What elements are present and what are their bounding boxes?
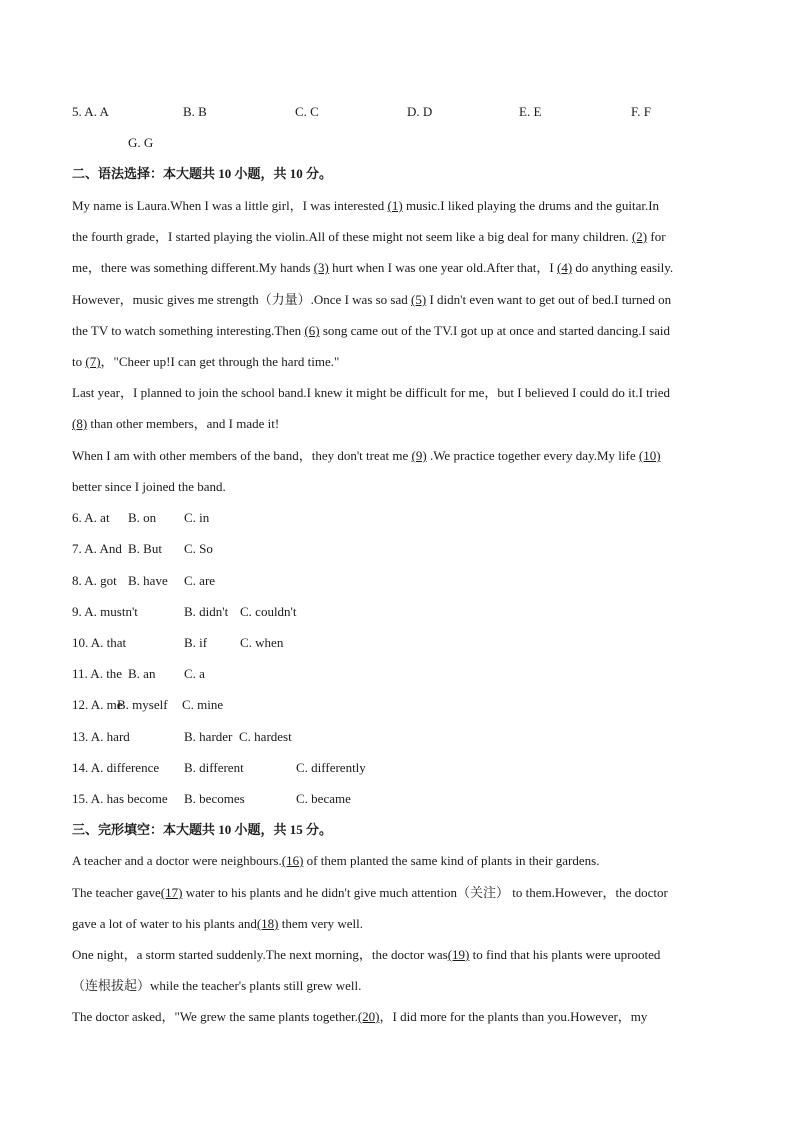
- passage1-line: My name is Laura.When I was a little girl，I was interested (1) music.I liked playing the drums and the guitar.In: [72, 198, 660, 213]
- q5-option-a: 5. A. A: [72, 104, 109, 119]
- blank-17: (17): [160, 885, 183, 900]
- blank-6: (6): [304, 323, 320, 338]
- blank-2: (2): [631, 229, 648, 244]
- q5-option-d: D. D: [407, 104, 433, 119]
- section-heading-cloze: 三、完形填空：本大题共 10 小题，共 15 分。: [72, 822, 333, 837]
- passage1-line: (8) than other members，and I made it!: [72, 416, 280, 431]
- blank-10: (10): [638, 448, 661, 463]
- blank-3: (3): [313, 260, 329, 275]
- blank-18: (18): [256, 916, 279, 931]
- passage1-line: However，music gives me strength（力量）.Once I was so sad (5) I didn't even want to get out of bed.I turned on: [72, 292, 672, 307]
- passage2-line: A teacher and a doctor were neighbours.(16) of them planted the same kind of plants in their gardens.: [72, 853, 600, 868]
- blank-20: (20): [357, 1009, 380, 1024]
- blank-19: (19): [447, 947, 470, 962]
- passage2-line: （连根拔起）while the teacher's plants still grew well.: [72, 978, 362, 993]
- q5-option-e: E. E: [519, 104, 542, 119]
- choice-row: 9. A. mustn't B. didn't C. couldn't: [72, 604, 297, 619]
- q5-option-g: G. G: [128, 135, 154, 150]
- passage2-line: The teacher gave(17) water to his plants and he didn't give much attention（关注） to them.However，the doctor: [72, 885, 668, 900]
- choice-row: 13. A. hard B. harder C. hardest: [72, 729, 292, 744]
- q5-option-c: C. C: [295, 104, 319, 119]
- passage1-line: Last year，I planned to join the school band.I knew it might be difficult for me，but I believed I could do it.I tried: [72, 385, 670, 400]
- passage1-line: to (7)，"Cheer up!I can get through the hard time.": [72, 354, 340, 369]
- choice-row: 10. A. that B. if C. when: [72, 635, 284, 650]
- passage2-line: One night，a storm started suddenly.The next morning，the doctor was(19) to find that his plants were uprooted: [72, 947, 661, 962]
- passage2-line: gave a lot of water to his plants and(18) them very well.: [72, 916, 363, 931]
- blank-16: (16): [281, 853, 304, 868]
- q5-option-b: B. B: [183, 104, 207, 119]
- passage1-line: the TV to watch something interesting.Then (6) song came out of the TV.I got up at once and started dancing.I said: [72, 323, 671, 338]
- q5-option-f: F. F: [631, 104, 651, 119]
- choice-row: 11. A. the B. an C. a: [72, 666, 205, 681]
- passage1-line: When I am with other members of the band，they don't treat me (9) .We practice together every day.My life (10): [72, 448, 661, 463]
- choice-row: 8. A. got B. have C. are: [72, 573, 216, 588]
- choice-row: 6. A. at B. on C. in: [72, 510, 210, 525]
- choice-row: 12. A. me B. myself C. mine: [72, 697, 224, 712]
- choice-row: 15. A. has become B. becomes C. became: [72, 791, 351, 806]
- passage1-line: me，there was something different.My hands (3) hurt when I was one year old.After that，I (4) do anything easily.: [72, 260, 674, 275]
- section-heading-grammar: 二、语法选择：本大题共 10 小题，共 10 分。: [72, 166, 333, 181]
- choice-row: 7. A. And B. But C. So: [72, 541, 213, 556]
- passage1-line: better since I joined the band.: [72, 479, 226, 494]
- blank-5: (5): [411, 292, 427, 307]
- q5-options-row: [72, 104, 732, 120]
- blank-1: (1): [387, 198, 403, 213]
- blank-8: (8): [72, 416, 88, 431]
- blank-7: (7): [85, 354, 101, 369]
- choice-row: 14. A. difference B. different C. differently: [72, 760, 366, 775]
- blank-4: (4): [556, 260, 573, 275]
- passage1-line: the fourth grade，I started playing the violin.All of these might not seem like a big deal for many children. (2) for: [72, 229, 666, 244]
- passage2-line: The doctor asked，"We grew the same plants together.(20)，I did more for the plants than you.However，my: [72, 1009, 648, 1024]
- blank-9: (9): [411, 448, 427, 463]
